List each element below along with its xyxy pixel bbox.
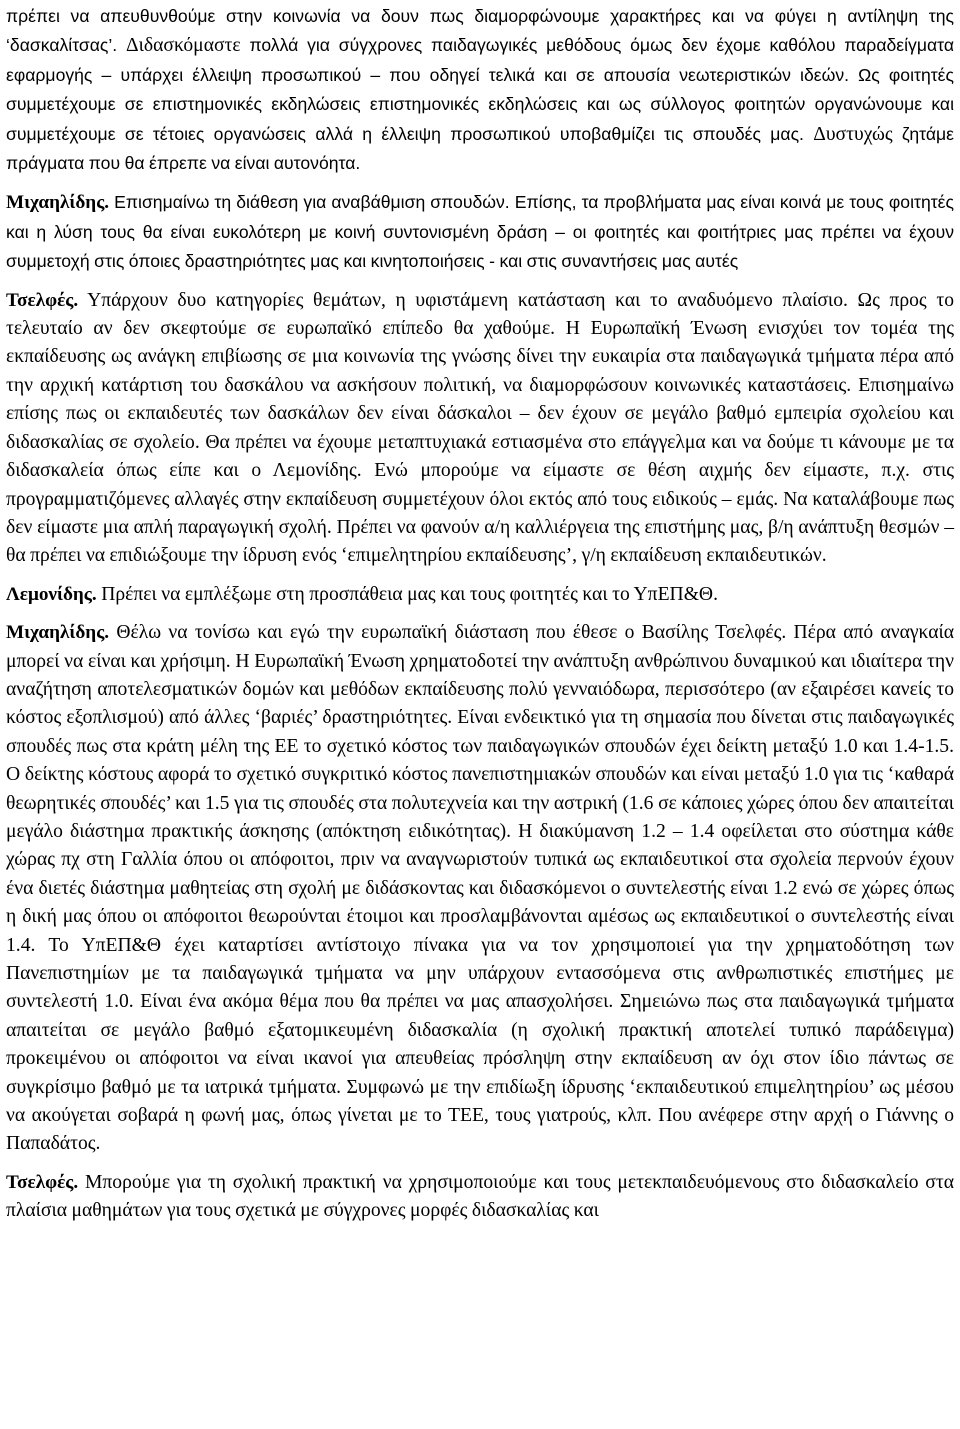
paragraph-text: Θέλω να τονίσω και εγώ την ευρωπαϊκή διάσταση που έθεσε ο Βασίλης Τσελφές. Πέρα από αναγκαία μπορεί να είναι και χρήσιμη. Η Ευρωπαϊκή Ένωση χρηματοδοτεί την ανάπτυξη ανθρώπινου δυναμικού και ιδιαίτερα την αναζήτηση αποτελεσματικών δομών και μεθόδων εκπαίδευσης πολύ γενναιόδωρα, περισσότερο (αν εξαιρέσει κανείς το κόστος εξοπλισμού) από άλλες ‘βαριές’ δραστηριότητες. Είναι ενδεικτικό για τη σημασία που δίνεται στις παιδαγωγικές σπουδές πως στα κράτη μέλη της ΕΕ το σχετικό κόστος των παιδαγωγικών σπουδών έχει δείκτη μεταξύ 1.0 και 1.4-1.5. Ο δείκτης κόστους αφορά το σχετικό συγκριτικό κόστος πανεπιστημιακών σπουδών και είναι μεταξύ 1.0 για τις ‘καθαρά θεωρητικές σπουδές’ και 1.5 για τις σπουδές στα πολυτεχνεία και την αστρική (1.6 σε κάποιες χώρες όπου δεν απαιτείται μεγάλο διάστημα πρακτικής άσκησης (απόκτηση ειδικότητας). Η διακύμανση 1.2 – 1.4 οφείλεται στο σύστημα κάθε χώρας πχ στη Γαλλία όπου οι απόφοιτοι, πριν να αναγνωριστούν τυπικά ως εκπαιδευτικοί στα σχολεία περνούν έχουν ένα διετές διάστημα μαθητείας στη σχολή με διδάσκοντας και διδασκόμενοι ο συντελεστής είναι 1.2 ενώ σε χώρες όπως η δική μας όπου οι απόφοιτοι θεωρούνται έτοιμοι και προσλαμβάνονται αμέσως ως εκπαιδευτικοί ο συντελεστής είναι 1.4. Το ΥπΕΠ&Θ έχει καταρτίσει αντίστοιχο πίνακα για να τον χρησιμοποιεί για την χρηματοδότηση των Πανεπιστημίων με τα παιδαγωγικά τμήματα να μην υπάρχουν εντασσόμενα στις ανθρωπιστικές επιστήμες με συντελεστή 1.0. Είναι ένα ακόμα θέμα που θα πρέπει να μας απασχολήσει. Σημειώνω πως στα παιδαγωγικά τμήματα απαιτείται σε μεγάλο βαθμό εξατομικευμένη διδασκαλία (η σχολική πρακτική αποτελεί τυπικό παράδειγμα) προκειμένου οι απόφοιτοι να είναι ικανοί για απευθείας πρόσληψη στην εκπαίδευση αν όχι στον ίδιο πάντως σε συγκρίσιμο βαθμό με τα ιατρικά τμήματα. Συμφωνώ με την επιδίωξη ίδρυσης ‘εκπαιδευτικού επιμελητηρίου’ ως μέσου να ακούγεται σοβαρά η φωνή μας, όπως γίνεται με το ΤΕΕ, τους γιατρούς, κλπ. Που ανέφερε στην αρχή ο Γιάννης ο Παπαδάτος. bbox=[6, 622, 954, 1155]
paragraph-text: Δυστυχώς bbox=[813, 123, 902, 145]
paragraph bbox=[6, 287, 954, 571]
paragraph bbox=[6, 581, 954, 609]
paragraph-text: ζητάμε πράγματα που θα έπρεπε να είναι αυτονόητα. bbox=[6, 123, 954, 174]
paragraph bbox=[6, 1169, 954, 1226]
paragraph bbox=[6, 188, 954, 276]
paragraph-text: πρέπει να απευθυνθούμε στην κοινωνία να δουν πως διαμορφώνουμε χαρακτήρες και να φύγει η αντίληψη της ‘δασκαλίτσας’. bbox=[6, 6, 954, 56]
speaker-name: Μιχαηλίδης. bbox=[6, 192, 110, 214]
paragraph-text: Επισημαίνω τη διάθεση για αναβάθμιση σπουδών. Επίσης, τα προβλήματα μας είναι κοινά με τους φοιτητές και η λύση τους θα είναι ευκολότερη με κοινή συντονισμένη δράση – οι φοιτητές και φοιτήτριες μας πρέπει να έχουν συμμετοχή στις όποιες δραστηριότητες μας και κινητοποιήσεις - και στις συναντήσεις μας αυτές bbox=[6, 192, 954, 272]
paragraph-text: πολλά για σύγχρονες παιδαγωγικές μεθόδους όμως δεν έχομε καθόλου παραδείγματα εφαρμογής – υπάρχει έλλειψη προσωπικού – που οδηγεί τελικά και σε απουσία νεωτεριστικών ιδεών. Ως φοιτητές συμμετέχουμε σε επιστημονικές εκδηλώσεις επιστημονικές εκδηλώσεις και ως σύλλογος φοιτητών οργανώνουμε και συμμετέχουμε σε τέτοιες οργανώσεις αλλά η έλλειψη προσωπικού υποβαθμίζει τις σπουδές μας. bbox=[6, 35, 955, 144]
paragraph bbox=[6, 2, 954, 178]
speaker-name: Τσελφές. bbox=[6, 1171, 79, 1193]
paragraph-text: Διδασκόμαστε bbox=[126, 35, 250, 57]
paragraph-text: Μπορούμε για τη σχολική πρακτική να χρησιμοποιούμε και τους μετεκπαιδευόμενους στο διδασκαλείο στα πλαίσια μαθημάτων για τους σχετικά με σύγχρονες μορφές διδασκαλίας και bbox=[6, 1171, 954, 1222]
paragraph-text: Πρέπει να εμπλέξωμε στη προσπάθεια μας και τους φοιτητές και το ΥπΕΠ&Θ. bbox=[96, 583, 718, 605]
speaker-name: Τσελφές. bbox=[6, 289, 79, 311]
speaker-name: Λεμονίδης. bbox=[6, 583, 97, 605]
paragraph-text: Υπάρχουν δυο κατηγορίες θεμάτων, η υφιστάμενη κατάσταση και το αναδυόμενο πλαίσιο. Ως προς το τελευταίο αν δεν σκεφτούμε σε ευρωπαϊκό επίπεδο θα χαθούμε. Η Ευρωπαϊκή Ένωση ενισχύει τον τομέα της εκπαίδευσης ως ανάγκη επιβίωσης σε μια κοινωνία της γνώσης δίνει την ευκαιρία στα παιδαγωγικά τμήματα πέρα από την αρχική κατάρτιση του δασκάλου να ασκήσουν πολιτική, να διαμορφώσουν κοινωνικές καταστάσεις. Επισημαίνω επίσης πως οι εκπαιδευτές των δασκάλων δεν είναι δάσκαλοι – δεν έχουν σε μεγάλο βαθμό εμπειρία σχολείου και διδασκαλίας σε σχολείο. Θα πρέπει να έχουμε μεταπτυχιακά εστιασμένα στο επάγγελμα και να δούμε τι κάνουμε με τα διδασκαλεία όπως είπε και ο Λεμονίδης. Ενώ μπορούμε να είμαστε σε θέση αιχμής δεν είμαστε, π.χ. στις προγραμματιζόμενες αλλαγές στην εκπαίδευση συμμετέχουν όλοι εκτός από τους ειδικούς – εμάς. Να καταλάβουμε πως δεν είμαστε μια απλή παραγωγική σχολή. Πρέπει να φανούν α/η καλλιέργεια της επιστήμης μας, β/η ανάπτυξη θεσμών – θα πρέπει να επιδιώξουμε την ίδρυση ενός ‘επιμελητηρίου εκπαίδευσης’, γ/η εκπαίδευση εκπαιδευτικών. bbox=[6, 289, 954, 567]
paragraph bbox=[6, 619, 954, 1159]
speaker-name: Μιχαηλίδης. bbox=[6, 622, 110, 644]
